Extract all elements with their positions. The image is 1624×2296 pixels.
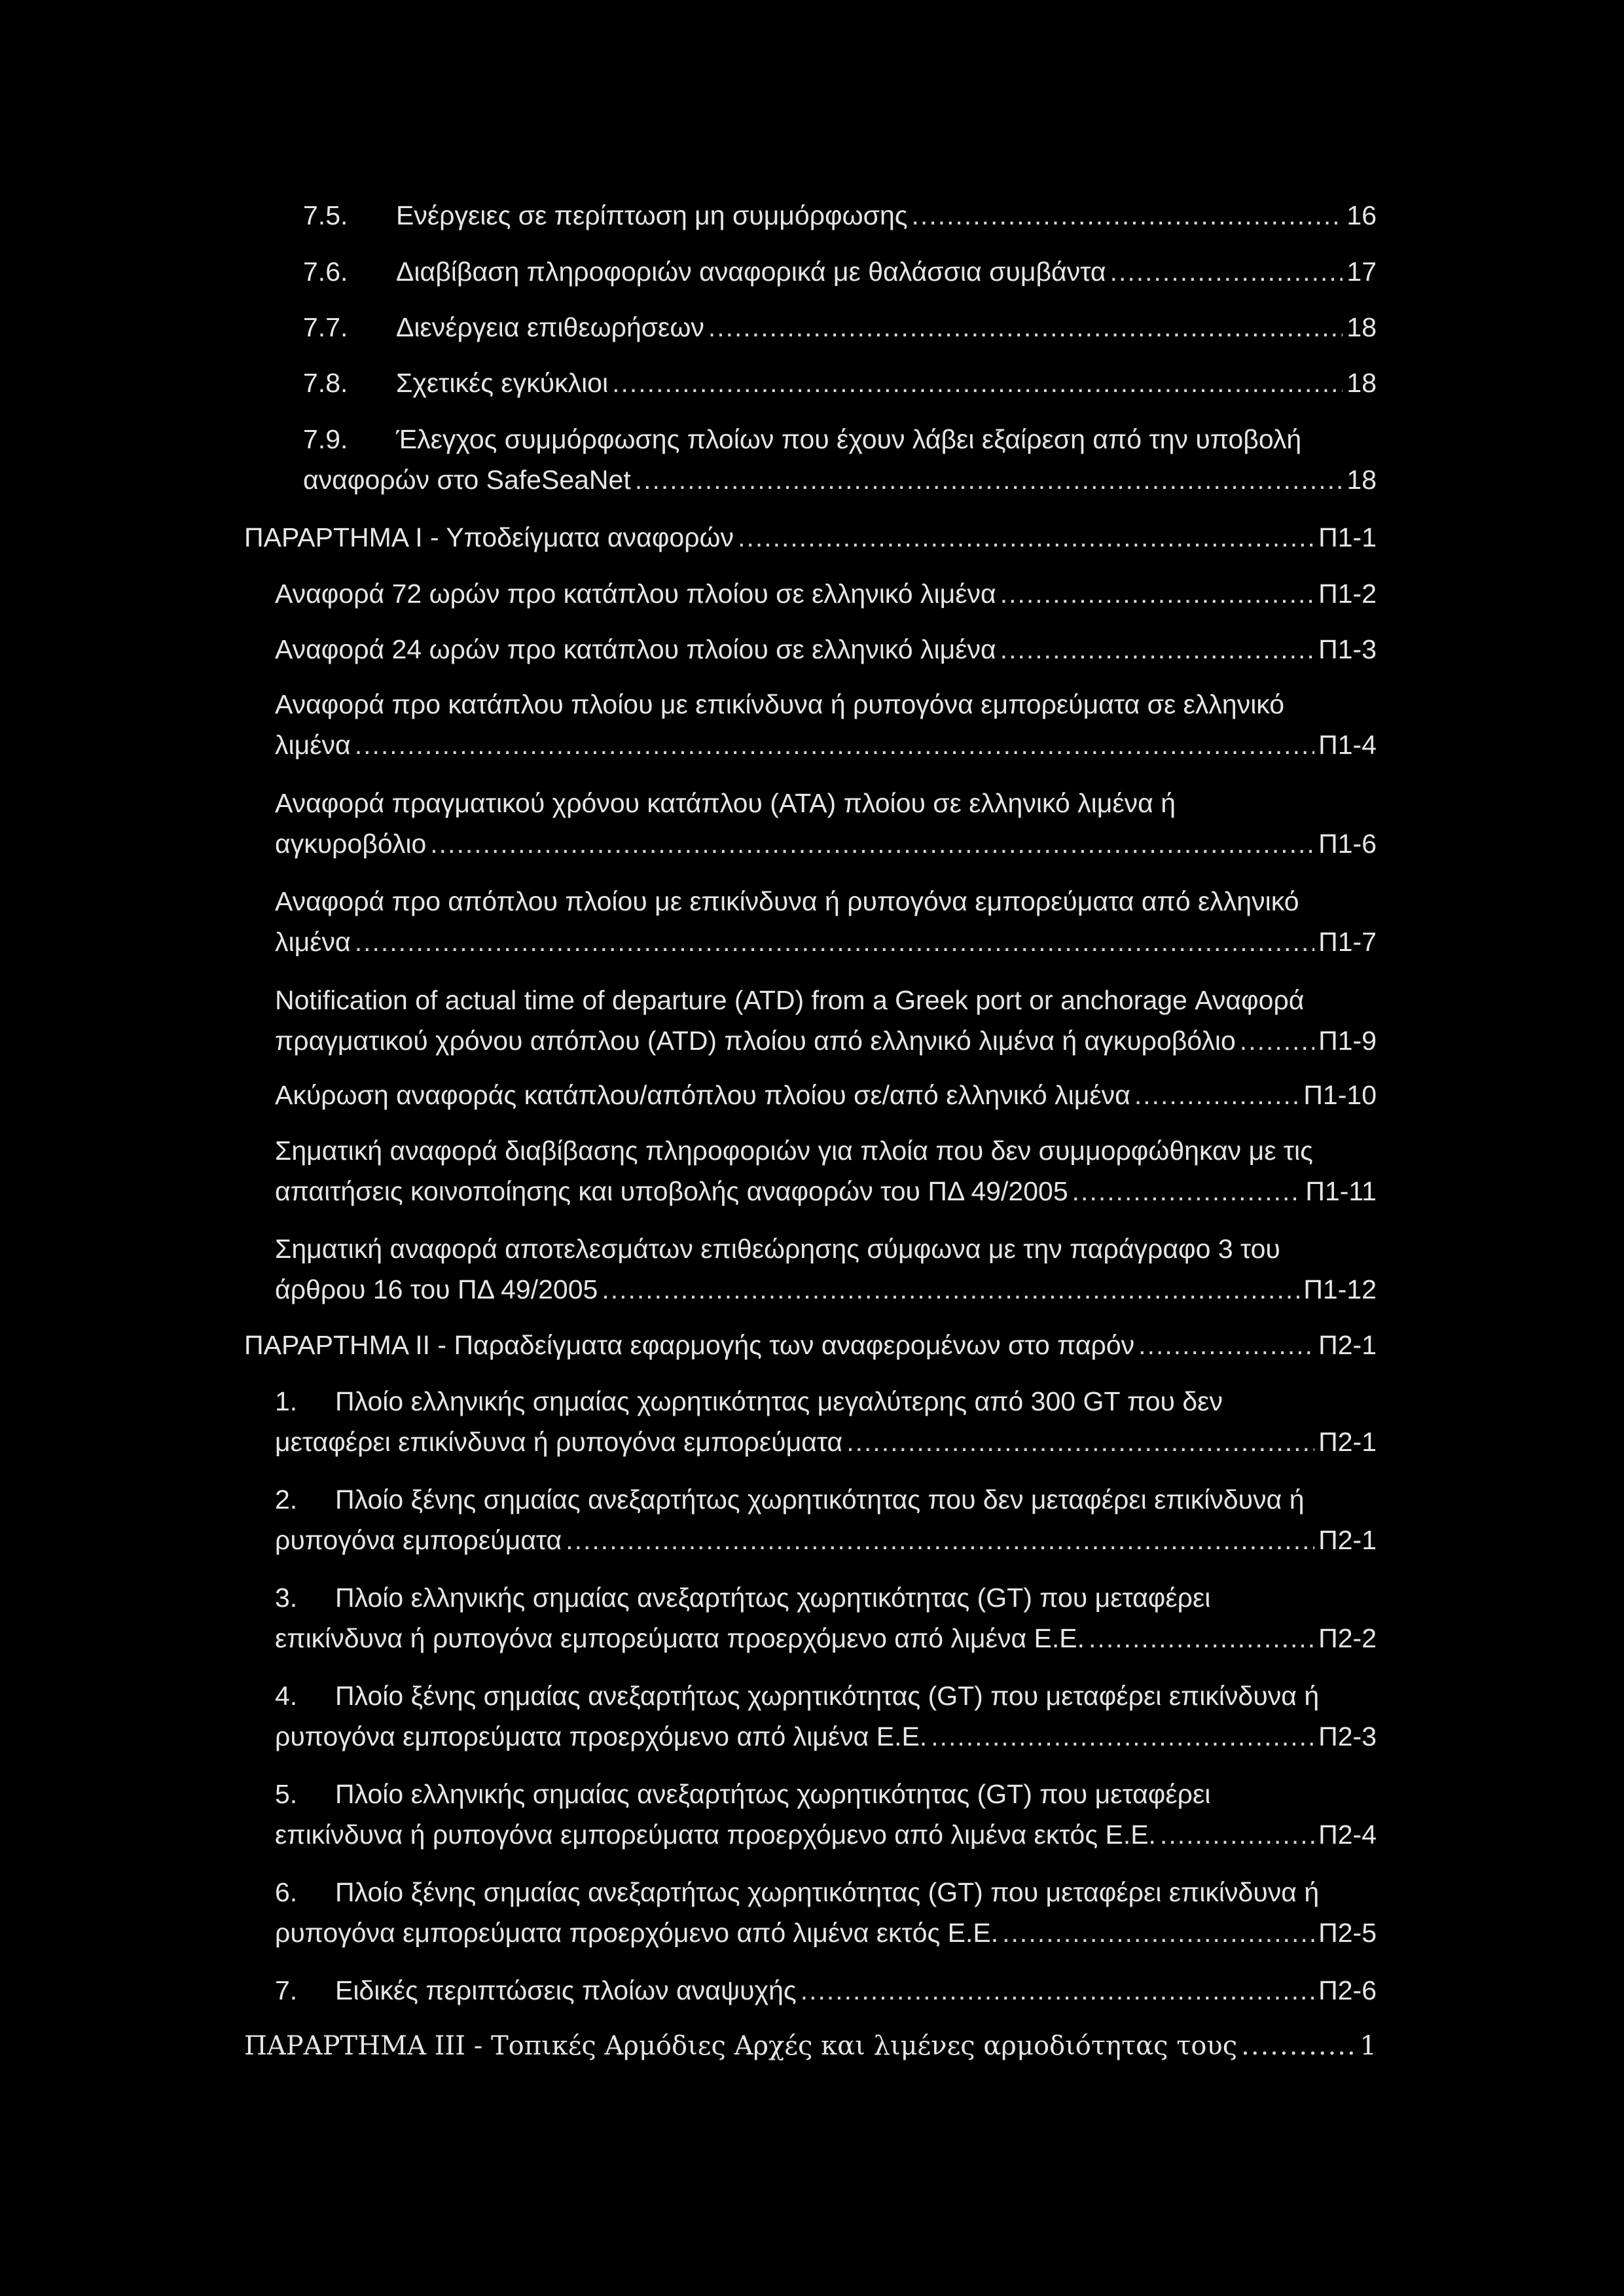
toc-entry-appendix-1[interactable] [244,517,1377,558]
entry-title: ΠΑΡΑΡΤΗΜΑ ΙΙ - Παραδείγματα εφαρμογής των αναφερομένων στο παρόν [244,1330,1135,1360]
toc-entry-p1-12[interactable] [275,1229,1377,1310]
dot-leader [1110,251,1343,292]
page-number: 18 [1346,312,1377,342]
entry-title-line2: λιμένα [275,730,351,760]
toc-entry-7-8[interactable] [303,363,1377,403]
item-number: 4. [275,1681,298,1711]
dot-leader [846,1422,1314,1462]
page-number: Π1-11 [1305,1176,1377,1206]
entry-title-line2: ρυπογόνα εμπορεύματα προερχόμενο από λιμένα εκτός Ε.Ε. [275,1918,999,1948]
entry-title-line1: Πλοίο ξένης σημαίας ανεξαρτήτως χωρητικότητας (GT) που μεταφέρει επικίνδυνα ή [335,1681,1320,1711]
entry-title: Ενέργειες σε περίπτωση μη συμμόρφωσης [396,200,908,230]
section-number: 7.5. [303,200,348,230]
section-number: 7.6. [303,257,348,287]
entry-title-line1: Πλοίο ξένης σημαίας ανεξαρτήτως χωρητικότητας (GT) που μεταφέρει επικίνδυνα ή [335,1877,1320,1907]
item-number: 2. [275,1484,298,1515]
entry-title: ΠΑΡΑΡΤΗΜΑ Ι - Υποδείγματα αναφορών [244,522,734,552]
page-number: Π2-1 [1318,1330,1377,1360]
dot-leader [1160,1814,1314,1855]
entry-title-line2: επικίνδυνα ή ρυπογόνα εμπορεύματα προερχόμενο από λιμένα εκτός Ε.Ε. [275,1820,1156,1850]
page-number: Π1-10 [1303,1080,1377,1110]
dot-leader [1000,573,1314,614]
toc-entry-p1-11[interactable] [275,1130,1377,1211]
page-number: Π2-4 [1318,1820,1377,1850]
toc-entry-p1-6[interactable] [275,783,1377,864]
toc-entry-example-3[interactable] [275,1577,1377,1659]
entry-title-line2: άρθρου 16 του ΠΔ 49/2005 [275,1274,598,1304]
dot-leader [1072,1171,1302,1211]
toc-entry-p1-2[interactable] [275,573,1377,614]
item-number: 5. [275,1779,298,1809]
entry-title-line2: επικίνδυνα ή ρυπογόνα εμπορεύματα προερχόμενο από λιμένα Ε.Ε. [275,1623,1085,1653]
dot-leader [738,517,1314,558]
item-number: 6. [275,1877,298,1907]
item-number: 7. [275,1975,298,2005]
toc-entry-example-1[interactable] [275,1381,1377,1462]
dot-leader [566,1520,1314,1560]
entry-title-line2: πραγματικού χρόνου απόπλου (ATD) πλοίου από ελληνικό λιμένα ή αγκυροβόλιο [275,1026,1236,1056]
entry-title-line2: αναφορών στο SafeSeaNet [303,465,631,495]
entry-title: Αναφορά 72 ωρών προ κατάπλου πλοίου σε ελληνικό λιμένα [275,579,996,609]
toc-entry-example-4[interactable] [275,1676,1377,1757]
page-number: Π1-1 [1318,522,1377,552]
item-number: 1. [275,1386,298,1416]
dot-leader [1241,2026,1356,2066]
page-number: Π2-2 [1318,1623,1377,1653]
entry-title-line1: Σηματική αναφορά αποτελεσμάτων επιθεώρησης σύμφωνα με την παράγραφο 3 του [275,1234,1280,1264]
dot-leader [612,363,1343,403]
dot-leader [1134,1075,1300,1115]
entry-title: Διαβίβαση πληροφοριών αναφορικά με θαλάσσια συμβάντα [396,257,1106,287]
entry-title: Αναφορά 24 ωρών προ κατάπλου πλοίου σε ελληνικό λιμένα [275,634,996,664]
toc-entry-p1-4[interactable] [275,684,1377,765]
page-number: 18 [1346,368,1377,398]
dot-leader [1138,1325,1314,1365]
page-number: Π1-12 [1303,1274,1377,1304]
page-number: Π2-5 [1318,1918,1377,1948]
toc-entry-example-7[interactable] [275,1970,1377,2011]
entry-title-line1: Αναφορά πραγματικού χρόνου κατάπλου (ΑΤΑ) πλοίου σε ελληνικό λιμένα ή [275,788,1176,818]
toc-entry-example-2[interactable] [275,1479,1377,1560]
section-number: 7.8. [303,368,348,398]
dot-leader [355,922,1314,962]
entry-title-line1: Πλοίο ελληνικής σημαίας ανεξαρτήτως χωρητικότητας (GT) που μεταφέρει [335,1779,1211,1809]
page-number: Π2-1 [1318,1525,1377,1555]
page-number: 18 [1346,465,1377,495]
toc-entry-7-5[interactable] [303,195,1377,236]
dot-leader [635,459,1343,500]
toc-entry-appendix-2[interactable] [244,1325,1377,1365]
entry-title-line2: ρυπογόνα εμπορεύματα προερχόμενο από λιμένα Ε.Ε. [275,1721,928,1751]
page-number: Π1-9 [1318,1026,1377,1056]
page-number: Π2-1 [1318,1427,1377,1457]
dot-leader [430,823,1314,864]
dot-leader [602,1269,1299,1310]
toc-entry-p1-3[interactable] [275,629,1377,670]
toc-entry-7-7[interactable] [303,307,1377,348]
entry-title-line2: λιμένα [275,927,351,957]
page-number: Π1-4 [1318,730,1377,760]
entry-title-line2: ρυπογόνα εμπορεύματα [275,1525,562,1555]
dot-leader [708,307,1343,348]
toc-entry-p1-7[interactable] [275,881,1377,962]
entry-title-line2: μεταφέρει επικίνδυνα ή ρυπογόνα εμπορεύματα [275,1427,843,1457]
dot-leader [801,1970,1314,2011]
entry-title: Ειδικές περιπτώσεις πλοίων αναψυχής [335,1975,797,2005]
page-number: Π1-7 [1318,927,1377,957]
page-number: Π2-3 [1318,1721,1377,1751]
entry-title-line1: Notification of actual time of departure (ATD) from a Greek port or anchorage Αναφορά [275,985,1305,1015]
page-number: Π1-3 [1318,634,1377,664]
page-number: 17 [1346,257,1377,287]
entry-title: Διενέργεια επιθεωρήσεων [396,312,704,342]
page-number: Π1-6 [1318,829,1377,859]
section-number: 7.7. [303,312,348,342]
section-number: 7.9. [303,424,348,454]
entry-title: Σχετικές εγκύκλιοι [396,368,609,398]
page-number: 1 [1360,2031,1377,2061]
toc-entry-7-6[interactable] [303,251,1377,292]
page-number: 16 [1346,200,1377,230]
entry-title-line2: απαιτήσεις κοινοποίησης και υποβολής αναφορών του ΠΔ 49/2005 [275,1176,1068,1206]
toc-entry-example-5[interactable] [275,1774,1377,1855]
entry-title-line1: Αναφορά προ απόπλου πλοίου με επικίνδυνα ή ρυπογόνα εμπορεύματα από ελληνικό [275,886,1299,916]
dot-leader [1002,1912,1314,1953]
entry-title-line1: Πλοίο ελληνικής σημαίας ανεξαρτήτως χωρητικότητας (GT) που μεταφέρει [335,1583,1211,1613]
toc-entry-7-9[interactable] [303,419,1377,500]
entry-title-line1: Πλοίο ξένης σημαίας ανεξαρτήτως χωρητικότητας που δεν μεταφέρει επικίνδυνα ή [335,1484,1305,1515]
dot-leader [1240,1020,1314,1061]
dot-leader [1089,1618,1314,1659]
item-number: 3. [275,1583,298,1613]
entry-title: Ακύρωση αναφοράς κατάπλου/απόπλου πλοίου σε/από ελληνικό λιμένα [275,1080,1130,1110]
dot-leader [912,195,1343,236]
entry-title-line1: Πλοίο ελληνικής σημαίας χωρητικότητας μεγαλύτερης από 300 GT που δεν [335,1386,1223,1416]
entry-title-line2: αγκυροβόλιο [275,829,427,859]
entry-title-line1: Σηματική αναφορά διαβίβασης πληροφοριών για πλοία που δεν συμμορφώθηκαν με τις [275,1136,1313,1166]
page-number: Π1-2 [1318,579,1377,609]
dot-leader [1000,629,1314,670]
entry-title-line1: Αναφορά προ κατάπλου πλοίου με επικίνδυνα ή ρυπογόνα εμπορεύματα σε ελληνικό [275,689,1285,719]
dot-leader [931,1716,1314,1757]
toc-entry-p1-10[interactable] [275,1075,1377,1115]
toc-entry-appendix-3[interactable] [244,2026,1377,2066]
toc-entry-example-6[interactable] [275,1872,1377,1953]
entry-title-line1: Έλεγχος συμμόρφωσης πλοίων που έχουν λάβει εξαίρεση από την υποβολή [396,424,1302,454]
entry-title: ΠΑΡΑΡΤΗΜΑ ΙΙΙ - Τοπικές Αρμόδιες Αρχές και λιμένες αρμοδιότητας τους [244,2031,1238,2061]
page-number: Π2-6 [1318,1975,1377,2005]
toc-entry-p1-9[interactable] [275,980,1377,1061]
dot-leader [355,725,1314,765]
